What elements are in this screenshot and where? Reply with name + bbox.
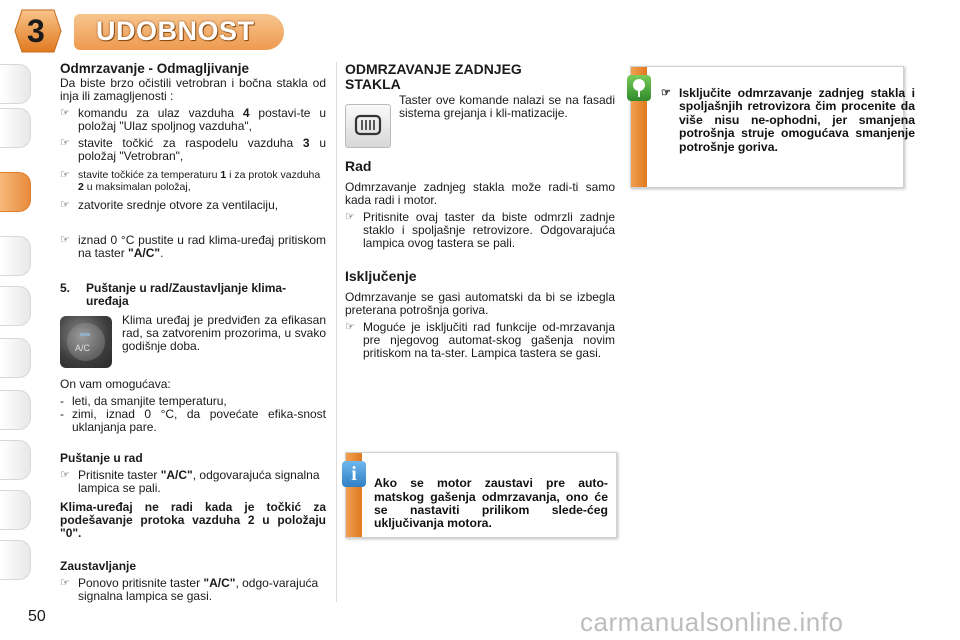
rear-defrost-block [345,93,615,152]
chapter-number: 3 [27,13,45,49]
side-tab-7[interactable] [0,390,31,430]
info-note-box [345,452,617,538]
defrost-step-2: ☞ stavite točkić za raspodelu vazduha 3 u položaj "Vetrobran", [60,136,326,163]
ac-allows: On vam omogućava: [60,377,171,391]
side-tab-10[interactable] [0,540,31,580]
off-text: Odmrzavanje se gasi automatski da bi se izbegla preterana potrošnja goriva. [345,290,615,317]
stop-step: ☞ Ponovo pritisnite taster "A/C", odgo-varajuća signalna lampica se gasi. [60,576,319,603]
rad-step: ☞ Pritisnite ovaj taster da biste odmrzli zadnje staklo i spoljašnje retrovizore. Odgovarajuća lampica ovog tastera se pali. [345,210,615,250]
side-tab-6[interactable] [0,338,31,378]
defrost-step-3: ☞ stavite točkiće za temperaturu 1 i za protok vazduha 2 u maksimalan položaj, [60,169,321,193]
ac-button-indicator [80,333,90,336]
middle-column [345,62,615,360]
hand-pointer-icon: ☞ [60,234,70,246]
ac-dash-item-2: - zimi, iznad 0 °C, da povećate efika-snost uklanjanja pare. [60,407,326,434]
ac-button-label: A/C [75,343,91,353]
watermark: carmanualsonline.info [580,607,844,637]
section-5-number: 5. [60,281,71,295]
start-step: ☞ Pritisnite taster "A/C", odgovarajuća signalna lampica se pali. [60,468,320,495]
hand-pointer-icon: ☞ [60,577,70,589]
left-column [60,62,326,603]
eco-note-box [630,66,915,188]
rad-heading: Rad [345,158,372,174]
section-5-title: Puštanje u rad/Zaustavljanje klima-uređaja [86,281,287,308]
side-tab-3-active[interactable] [0,172,31,212]
section-5-heading [60,282,326,308]
eco-note-text: Isključite odmrzavanje zadnjeg stakla i spoljašnjih retrovizora čim procenite da više nisu ne-ophodni, jer smanjena potrošnja struje omogućava smanjenje potrošnje goriva. [679,86,915,154]
defrost-step-4: ☞ zatvorite srednje otvore za ventilaciju, [60,198,279,212]
rear-defrost-heading: ODMRZAVANJE ZADNJEG STAKLA [345,61,522,92]
defrost-step-1: ☞ komandu za ulaz vazduha 4 postavi-te u položaj "Ulaz spoljnog vazduha", [60,106,326,133]
rear-window-defrost-icon [346,105,390,147]
ac-dash-item-1: - leti, da smanjite temperaturu, [60,394,227,408]
ac-warning: Klima-uređaj ne radi kada je točkić za podešavanje protoka vazduha 2 u položaju "0". [60,500,326,540]
eco-note [661,87,915,154]
page-number: 50 [28,608,46,625]
hand-pointer-icon: ☞ [60,469,70,481]
info-note-text: Ako se motor zaustavi pre auto-matskog gašenja odmrzavanja, ono će se nastaviti prilikom slede-ćeg uključivanja motora. [374,476,608,531]
hand-pointer-icon: ☞ [60,199,70,211]
defrost-ac-step: ☞ iznad 0 °C pustite u rad klima-uređaj pritiskom na taster "A/C". [60,233,326,260]
side-tab-5[interactable] [0,286,31,326]
start-heading: Puštanje u rad [60,451,143,465]
defrost-intro: Da biste brzo očistili vetrobran i bočna stakla od inja ili zamagljenosti : [60,76,326,103]
hand-pointer-icon: ☞ [661,87,671,99]
ac-button[interactable] [60,316,112,368]
hand-pointer-icon: ☞ [60,107,70,119]
defrost-heading: Odmrzavanje - Odmagljivanje [60,61,250,76]
side-tab-4[interactable] [0,236,31,276]
side-tab-8[interactable] [0,440,31,480]
ac-block [60,313,326,372]
off-step: ☞ Moguće je isključiti rad funkcije od-mrzavanja pre njegovog automat-skog gašenja novim pritiskom na ta-ster. Lampica tastera se gasi. [345,320,615,360]
off-heading: Isključenje [345,268,417,284]
rear-defrost-intro: Taster ove komande nalazi se na fasadi sistema grejanja i kli-matizacije. [399,93,615,120]
hand-pointer-icon: ☞ [60,137,70,149]
side-tab-9[interactable] [0,490,31,530]
side-tab-1[interactable] [0,64,31,104]
side-tab-2[interactable] [0,108,31,148]
rad-text: Odmrzavanje zadnjeg stakla može radi-ti samo kada radi i motor. [345,180,615,207]
rear-defrost-button[interactable] [345,104,391,148]
hand-pointer-icon: ☞ [345,211,355,223]
column-divider [336,62,337,602]
chapter-title: UDOBNOST [96,16,255,46]
hand-pointer-icon: ☞ [345,321,355,333]
eco-leaf-icon [627,75,651,101]
hand-pointer-icon: ☞ [60,169,70,181]
info-icon: i [342,461,366,487]
ac-description: Klima uređaj je predviđen za efikasan rad, sa zatvorenim prozorima, u svako godišnje doba. [122,313,326,353]
stop-heading: Zaustavljanje [60,559,137,573]
